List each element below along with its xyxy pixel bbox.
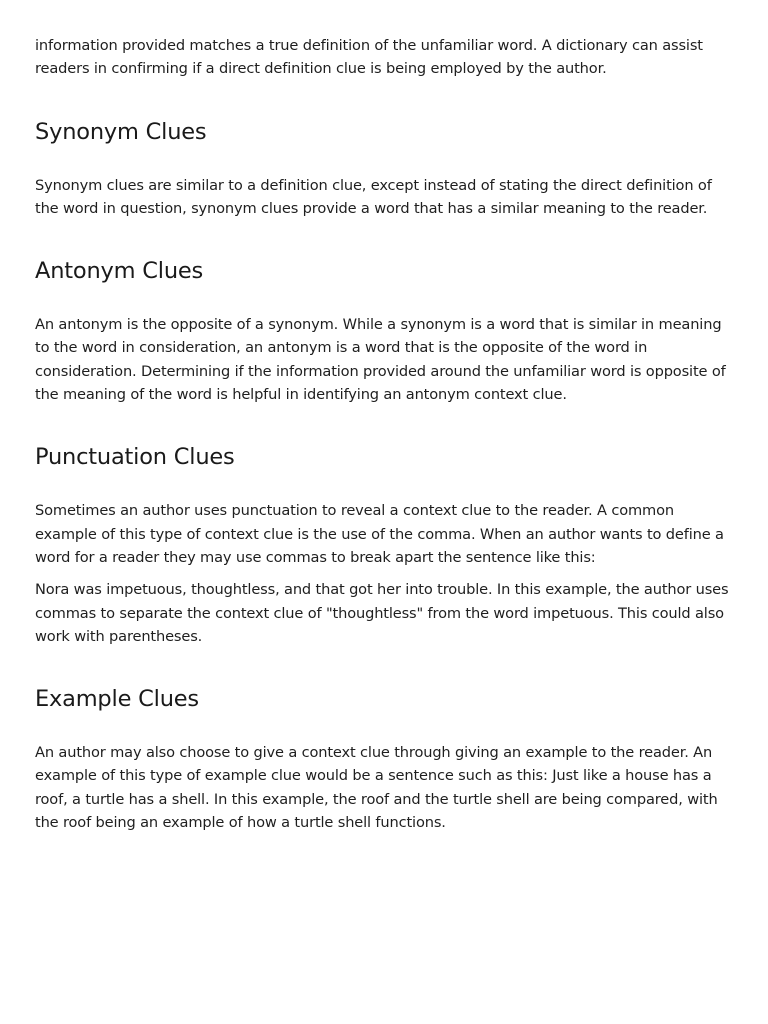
heading-antonym-clues: Antonym Clues <box>35 258 204 285</box>
article-body <box>35 34 735 834</box>
heading-synonym-clues: Synonym Clues <box>35 118 207 145</box>
punctuation-paragraph: Sometimes an author uses punctuation to reveal a context clue to the reader. A common example of this type of context clue is the use of the comma. When an author wants to define a word for a reader they may use commas to break apart the sentence like this: <box>35 502 724 566</box>
antonym-paragraph: An antonym is the opposite of a synonym. While a synonym is a word that is similar in meaning to the word in consideration, an antonym is a word that is the opposite of the word in consideration. Determining if the information provided around the unfamiliar word is opposite of the meaning of the word is helpful in identifying an antonym context clue. <box>35 316 726 404</box>
heading-example-clues: Example Clues <box>35 686 199 713</box>
intro-paragraph: information provided matches a true definition of the unfamiliar word. A dictionary can assist readers in confirming if a direct definition clue is being employed by the author. <box>35 37 703 78</box>
heading-punctuation-clues: Punctuation Clues <box>35 444 235 471</box>
synonym-paragraph: Synonym clues are similar to a definition clue, except instead of stating the direct definition of the word in question, synonym clues provide a word that has a similar meaning to the reader. <box>35 176 712 217</box>
punctuation-example-paragraph: Nora was impetuous, thoughtless, and that got her into trouble. In this example, the author uses commas to separate the context clue of "thoughtless" from the word impetuous. This could also work with parentheses. <box>35 581 729 645</box>
example-paragraph: An author may also choose to give a context clue through giving an example to the reader. An example of this type of example clue would be a sentence such as this: Just like a house has a roof, a turtle has a shell. In this example, the roof and the turtle shell are being compared, with the roof being an example of how a turtle shell functions. <box>35 744 718 832</box>
